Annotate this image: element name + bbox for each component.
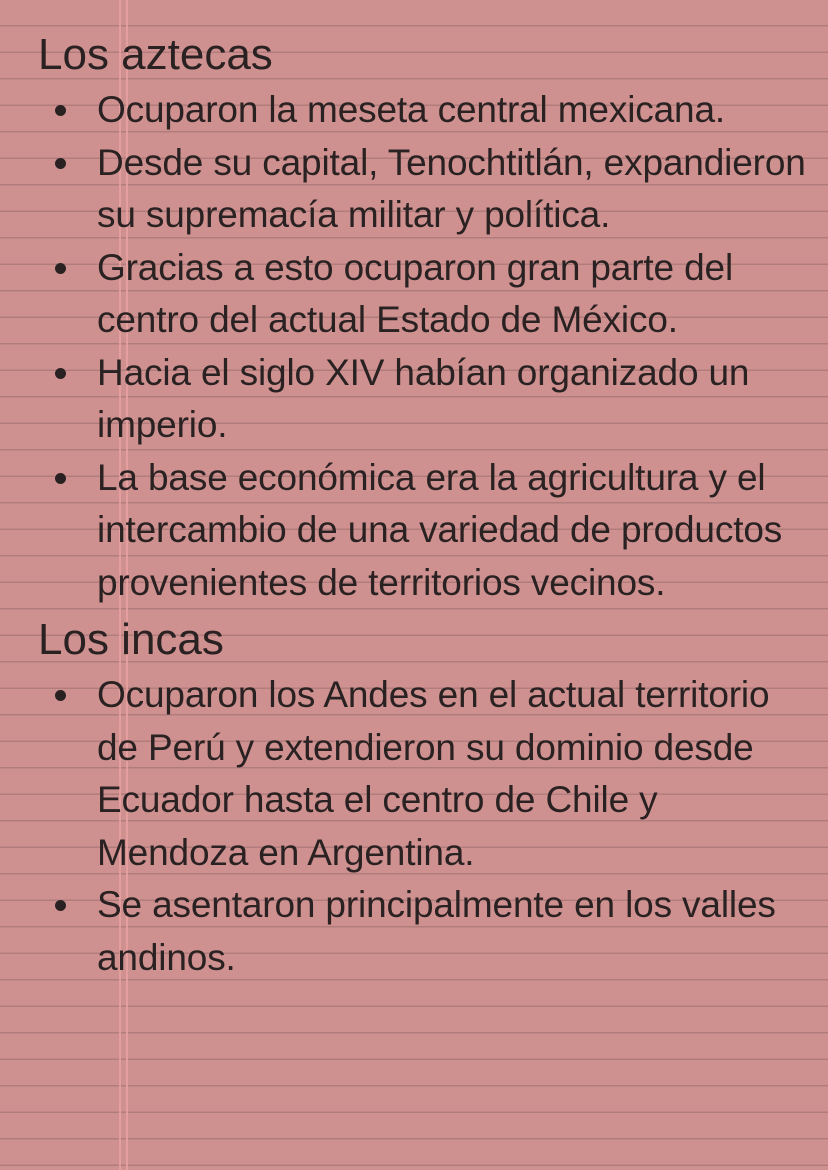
- list-item-text: Hacia el siglo XIV habían organizado un imperio.: [97, 351, 750, 445]
- bullet-icon: [55, 900, 66, 911]
- list-item-text: Desde su capital, Tenochtitlán, expandieron su supremacía militar y política.: [97, 141, 806, 235]
- list-item-text: Gracias a esto ocuparon gran parte del centro del actual Estado de México.: [97, 246, 734, 340]
- bullet-list: [38, 669, 808, 984]
- list-item-text: La base económica era la agricultura y el intercambio de una variedad de productos provenientes de territorios vecinos.: [97, 456, 783, 603]
- bullet-icon: [55, 368, 66, 379]
- list-item-text: Ocuparon la meseta central mexicana.: [97, 89, 726, 130]
- section-incas: [38, 611, 808, 984]
- section-title: Los incas: [38, 615, 224, 664]
- list-item: [38, 879, 808, 984]
- bullet-icon: [55, 158, 66, 169]
- list-item-text: Ocuparon los Andes en el actual territorio de Perú y extendieron su dominio desde Ecuador hasta el centro de Chile y Mendoza en Argentina.: [97, 674, 770, 873]
- list-item: [38, 347, 808, 452]
- list-item: [38, 669, 808, 879]
- section-aztecas: [38, 26, 808, 609]
- bullet-icon: [55, 473, 66, 484]
- list-item: [38, 452, 808, 610]
- list-item: [38, 137, 808, 242]
- bullet-icon: [55, 263, 66, 274]
- section-title: Los aztecas: [38, 30, 273, 79]
- list-item: [38, 242, 808, 347]
- list-item: [38, 84, 808, 137]
- list-item-text: Se asentaron principalmente en los valles andinos.: [97, 884, 776, 978]
- bullet-icon: [55, 690, 66, 701]
- notebook-page: [38, 26, 808, 984]
- bullet-icon: [55, 105, 66, 116]
- bullet-list: [38, 84, 808, 609]
